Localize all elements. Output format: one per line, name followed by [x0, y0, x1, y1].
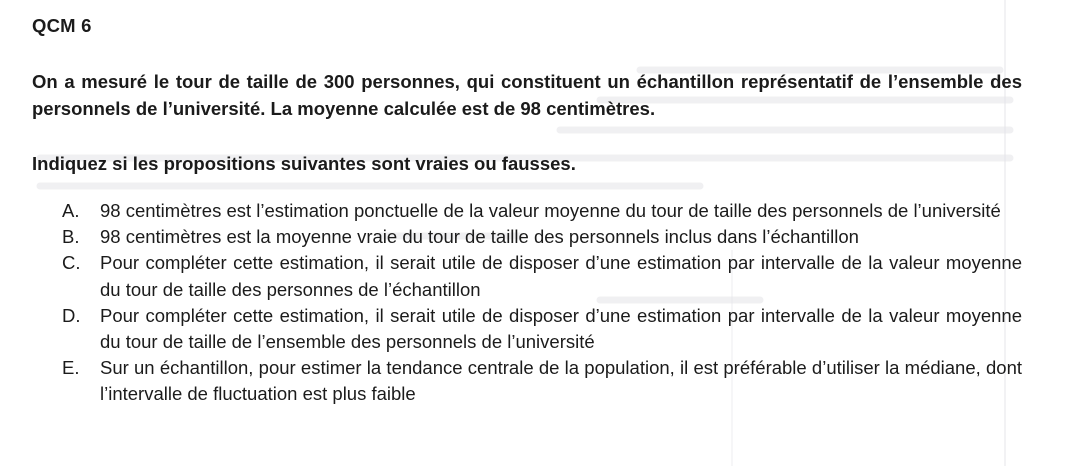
- option-a: [62, 198, 1022, 224]
- option-letter: E.: [62, 357, 80, 379]
- option-letter: D.: [62, 304, 81, 326]
- question-instruction: Indiquez si les propositions suivantes sont vraies ou fausses.: [32, 153, 576, 174]
- option-letter: B.: [62, 226, 80, 248]
- question-block: [32, 10, 1022, 405]
- option-text: Sur un échantillon, pour estimer la tendance centrale de la population, il est préférable d’utiliser la médiane, dont l’intervalle de fluctuation est plus faible: [100, 357, 1022, 405]
- option-e: [62, 355, 1022, 407]
- option-text: Pour compléter cette estimation, il serait utile de disposer d’une estimation par intervalle de la valeur moyenne du tour de taille des personnes de l’échantillon: [100, 252, 1022, 300]
- option-letter: C.: [62, 252, 81, 274]
- question-title: QCM 6: [32, 15, 92, 36]
- option-text: 98 centimètres est la moyenne vraie du tour de taille des personnels inclus dans l’échantillon: [100, 226, 859, 248]
- option-text: Pour compléter cette estimation, il serait utile de disposer d’une estimation par intervalle de la valeur moyenne du tour de taille de l’ensemble des personnels de l’université: [100, 304, 1022, 353]
- answer-options: [62, 198, 1022, 408]
- option-d: [62, 303, 1022, 355]
- option-b: [62, 224, 1022, 250]
- option-c: [62, 250, 1022, 302]
- question-statement: On a mesuré le tour de taille de 300 personnes, qui constituent un échantillon représentatif de l’ensemble des personnels de l’université. La moyenne calculée est de 98 centimètres.: [32, 71, 1022, 119]
- option-letter: A.: [62, 200, 80, 221]
- option-text: 98 centimètres est l’estimation ponctuelle de la valeur moyenne du tour de taille des personnels de l’université: [100, 200, 1001, 221]
